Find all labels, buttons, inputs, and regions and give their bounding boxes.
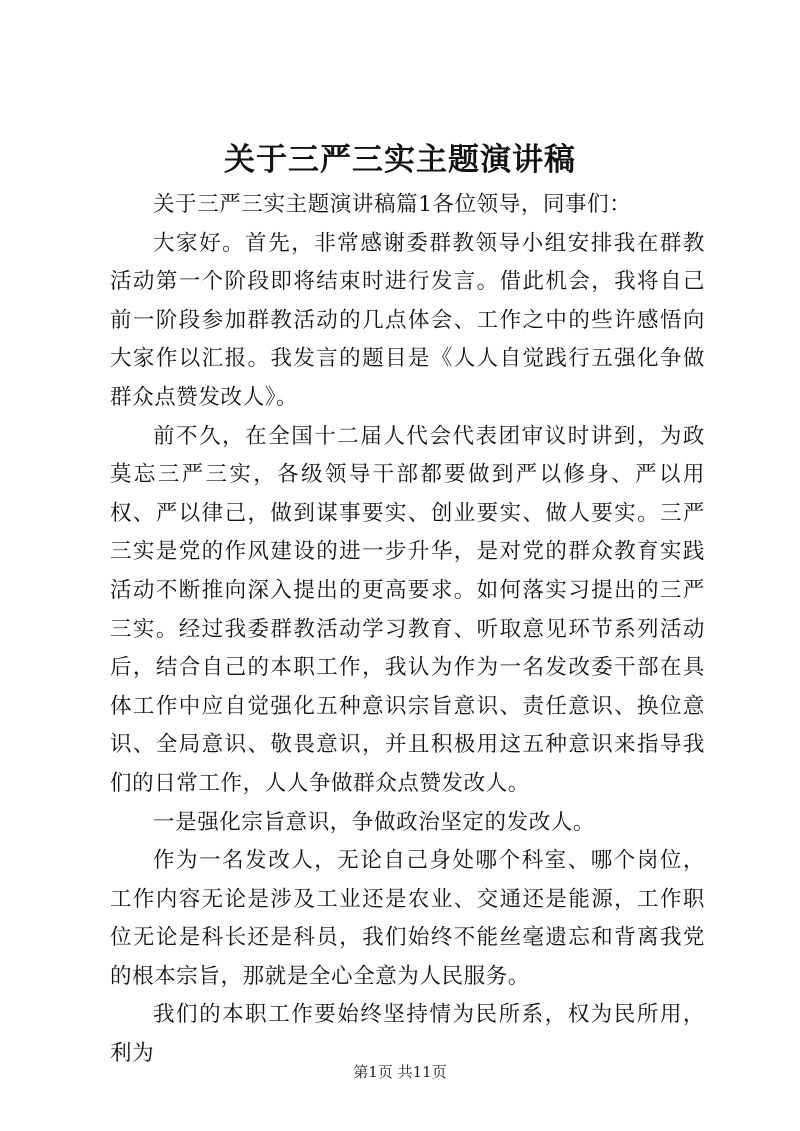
paragraph-1: 关于三严三实主题演讲稿篇1各位领导，同事们：	[153, 192, 632, 217]
paragraph-5: 作为一名发改人，无论自己身处哪个科室、哪个岗位，工作内容无论是涉及工业还是农业、交通还是能源，工作职位无论是科长还是科员，我们始终不能丝毫遗忘和背离我党的根本宗旨，那就是全心全意为人民服务。	[110, 848, 705, 989]
document-body	[110, 186, 705, 1074]
paragraph-3: 前不久，在全国十二届人代会代表团审议时讲到，为政莫忘三严三实，各级领导干部都要做到严以修身、严以用权、严以律己，做到谋事要实、创业要实、做人要实。三严三实是党的作风建设的进一步升华，是对党的群众教育实践活动不断推向深入提出的更高要求。如何落实习提出的三严三实。经过我委群教活动学习教育、听取意见环节系列活动后，结合自己的本职工作，我认为作为一名发改委干部在具体工作中应自觉强化五种意识宗旨意识、责任意识、换位意识、全局意识、敬畏意识，并且积极用这五种意识来指导我们的日常工作，人人争做群众点赞发改人。	[110, 423, 705, 796]
paragraph-6: 我们的本职工作要始终坚持情为民所系，权为民所用，利为	[110, 1002, 705, 1067]
paragraph-4: 一是强化宗旨意识，争做政治坚定的发改人。	[153, 809, 596, 835]
paragraph-2: 大家好。首先，非常感谢委群教领导小组安排我在群教活动第一个阶段即将结束时进行发言。借此机会，我将自己前一阶段参加群教活动的几点体会、工作之中的些许感悟向大家作以汇报。我发言的题目是《人人自觉践行五强化争做群众点赞发改人》。	[110, 230, 705, 410]
page-footer: 第1页 共11页	[353, 1063, 447, 1081]
document-title: 关于三严三实主题演讲稿	[224, 142, 576, 178]
